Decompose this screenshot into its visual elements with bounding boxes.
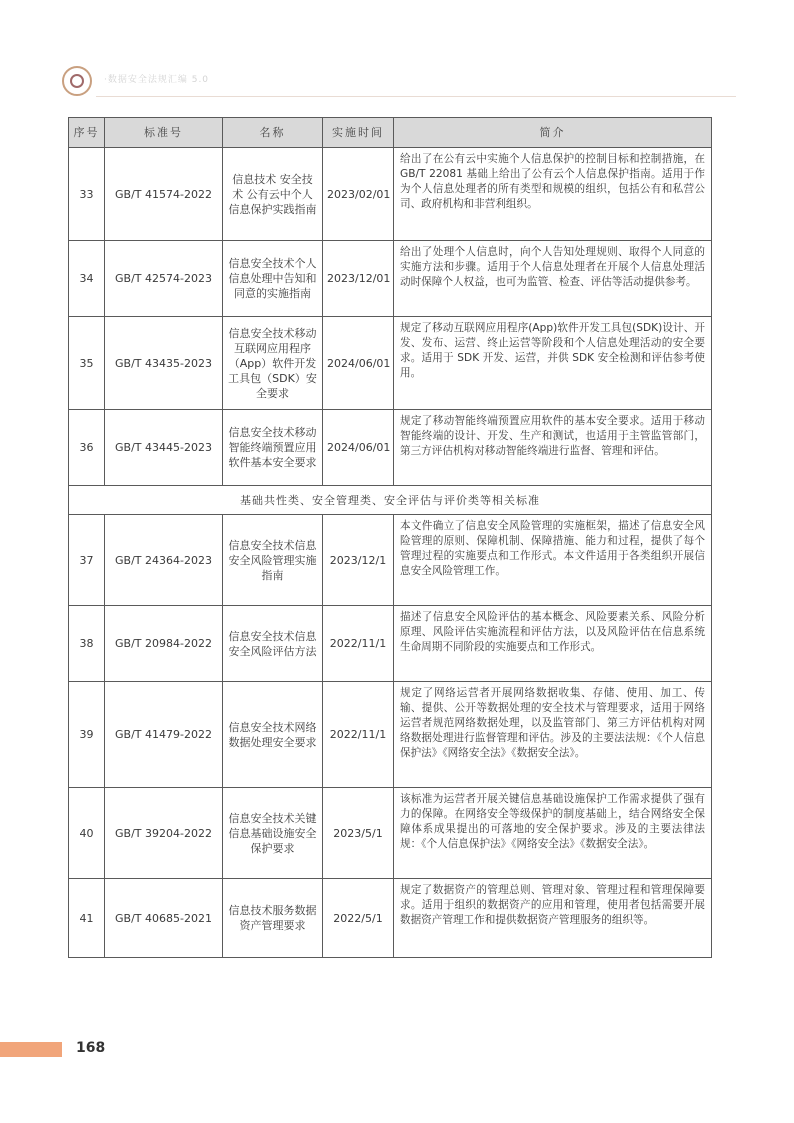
row-date: 2023/02/01 bbox=[323, 148, 394, 241]
row-code: GB/T 39204-2022 bbox=[105, 788, 223, 879]
header-title: ·数据安全法规汇编 5.0 bbox=[104, 75, 210, 85]
row-code: GB/T 43445-2023 bbox=[105, 410, 223, 486]
footer-accent-bar bbox=[0, 1042, 62, 1057]
row-no: 41 bbox=[69, 879, 105, 958]
row-code: GB/T 24364-2023 bbox=[105, 515, 223, 606]
col-header-no: 序号 bbox=[69, 118, 105, 148]
row-code: GB/T 41479-2022 bbox=[105, 682, 223, 788]
section-title: 基础共性类、安全管理类、安全评估与评价类等相关标准 bbox=[69, 486, 712, 515]
page-header bbox=[0, 0, 794, 110]
row-name: 信息安全技术关键信息基础设施安全保护要求 bbox=[223, 788, 323, 879]
row-desc: 规定了移动智能终端预置应用软件的基本安全要求。适用于移动智能终端的设计、开发、生产和测试，也适用于主管监管部门，第三方评估机构对移动智能终端进行监督、管理和评估。 bbox=[394, 410, 712, 486]
page-number: 168 bbox=[76, 1040, 106, 1056]
row-no: 38 bbox=[69, 606, 105, 682]
row-desc: 本文件确立了信息安全风险管理的实施框架，描述了信息安全风险管理的原则、保障机制、保障措施、能力和过程，提供了每个管理过程的实施要点和工作形式。本文件适用于各类组织开展信息安全风险管理工作。 bbox=[394, 515, 712, 606]
row-name: 信息技术服务数据资产管理要求 bbox=[223, 879, 323, 958]
table-header-row bbox=[69, 118, 712, 148]
row-date: 2023/12/1 bbox=[323, 515, 394, 606]
row-desc: 描述了信息安全风险评估的基本概念、风险要素关系、风险分析原理、风险评估实施流程和评估方法，以及风险评估在信息系统生命周期不同阶段的实施要点和工作形式。 bbox=[394, 606, 712, 682]
row-desc: 规定了移动互联网应用程序(App)软件开发工具包(SDK)设计、开发、发布、运营、终止运营等阶段和个人信息处理活动的安全要求。适用于 SDK 开发、运营，并供 SDK 安全检测和评估参考使用。 bbox=[394, 317, 712, 410]
row-desc: 给出了在公有云中实施个人信息保护的控制目标和控制措施，在 GB/T 22081 基础上给出了公有云个人信息保护指南。适用于作为个人信息处理者的所有类型和规模的组织，包括公有和私营公司、政府机构和非营利组织。 bbox=[394, 148, 712, 241]
table-row bbox=[69, 317, 712, 410]
table-row bbox=[69, 515, 712, 606]
table-row bbox=[69, 148, 712, 241]
row-no: 36 bbox=[69, 410, 105, 486]
row-no: 34 bbox=[69, 241, 105, 317]
row-code: GB/T 43435-2023 bbox=[105, 317, 223, 410]
col-header-date: 实施时间 bbox=[323, 118, 394, 148]
col-header-desc: 简介 bbox=[394, 118, 712, 148]
row-desc: 规定了网络运营者开展网络数据收集、存储、使用、加工、传输、提供、公开等数据处理的安全技术与管理要求，适用于网络运营者规范网络数据处理，以及监管部门、第三方评估机构对网络数据处理进行监督管理和评估。涉及的主要法法规：《个人信息保护法》《网络安全法》《数据安全法》。 bbox=[394, 682, 712, 788]
row-date: 2024/06/01 bbox=[323, 410, 394, 486]
table-row bbox=[69, 410, 712, 486]
row-no: 33 bbox=[69, 148, 105, 241]
row-no: 37 bbox=[69, 515, 105, 606]
row-date: 2022/11/1 bbox=[323, 606, 394, 682]
row-date: 2024/06/01 bbox=[323, 317, 394, 410]
table-row bbox=[69, 879, 712, 958]
row-no: 39 bbox=[69, 682, 105, 788]
row-date: 2023/12/01 bbox=[323, 241, 394, 317]
row-name: 信息安全技术网络数据处理安全要求 bbox=[223, 682, 323, 788]
row-name: 信息技术 安全技术 公有云中个人信息保护实践指南 bbox=[223, 148, 323, 241]
row-no: 40 bbox=[69, 788, 105, 879]
row-date: 2022/5/1 bbox=[323, 879, 394, 958]
standards-table bbox=[68, 117, 712, 958]
header-divider bbox=[96, 96, 736, 97]
table-row bbox=[69, 606, 712, 682]
row-name: 信息安全技术移动智能终端预置应用软件基本安全要求 bbox=[223, 410, 323, 486]
col-header-name: 名称 bbox=[223, 118, 323, 148]
row-date: 2022/11/1 bbox=[323, 682, 394, 788]
row-no: 35 bbox=[69, 317, 105, 410]
row-code: GB/T 42574-2023 bbox=[105, 241, 223, 317]
row-desc: 该标准为运营者开展关键信息基础设施保护工作需求提供了强有力的保障。在网络安全等级保护的制度基础上，结合网络安全保障体系成果提出的可落地的安全保护要求。涉及的主要法律法规：《个人信息保护法》《网络安全法》《数据安全法》。 bbox=[394, 788, 712, 879]
row-code: GB/T 41574-2022 bbox=[105, 148, 223, 241]
row-code: GB/T 20984-2022 bbox=[105, 606, 223, 682]
row-name: 信息安全技术信息安全风险评估方法 bbox=[223, 606, 323, 682]
table-row bbox=[69, 241, 712, 317]
row-desc: 规定了数据资产的管理总则、管理对象、管理过程和管理保障要求。适用于组织的数据资产的应用和管理，使用者包括需要开展数据资产管理工作和提供数据资产管理服务的组织等。 bbox=[394, 879, 712, 958]
row-code: GB/T 40685-2021 bbox=[105, 879, 223, 958]
table-row bbox=[69, 682, 712, 788]
row-date: 2023/5/1 bbox=[323, 788, 394, 879]
logo-icon bbox=[62, 66, 92, 96]
col-header-code: 标准号 bbox=[105, 118, 223, 148]
row-name: 信息安全技术信息安全风险管理实施指南 bbox=[223, 515, 323, 606]
row-desc: 给出了处理个人信息时，向个人告知处理规则、取得个人同意的实施方法和步骤。适用于个人信息处理者在开展个人信息处理活动时保障个人权益，也可为监管、检查、评估等活动提供参考。 bbox=[394, 241, 712, 317]
row-name: 信息安全技术移动互联网应用程序（App）软件开发工具包（SDK）安全要求 bbox=[223, 317, 323, 410]
row-name: 信息安全技术个人信息处理中告知和同意的实施指南 bbox=[223, 241, 323, 317]
table-row bbox=[69, 788, 712, 879]
section-row bbox=[69, 486, 712, 515]
